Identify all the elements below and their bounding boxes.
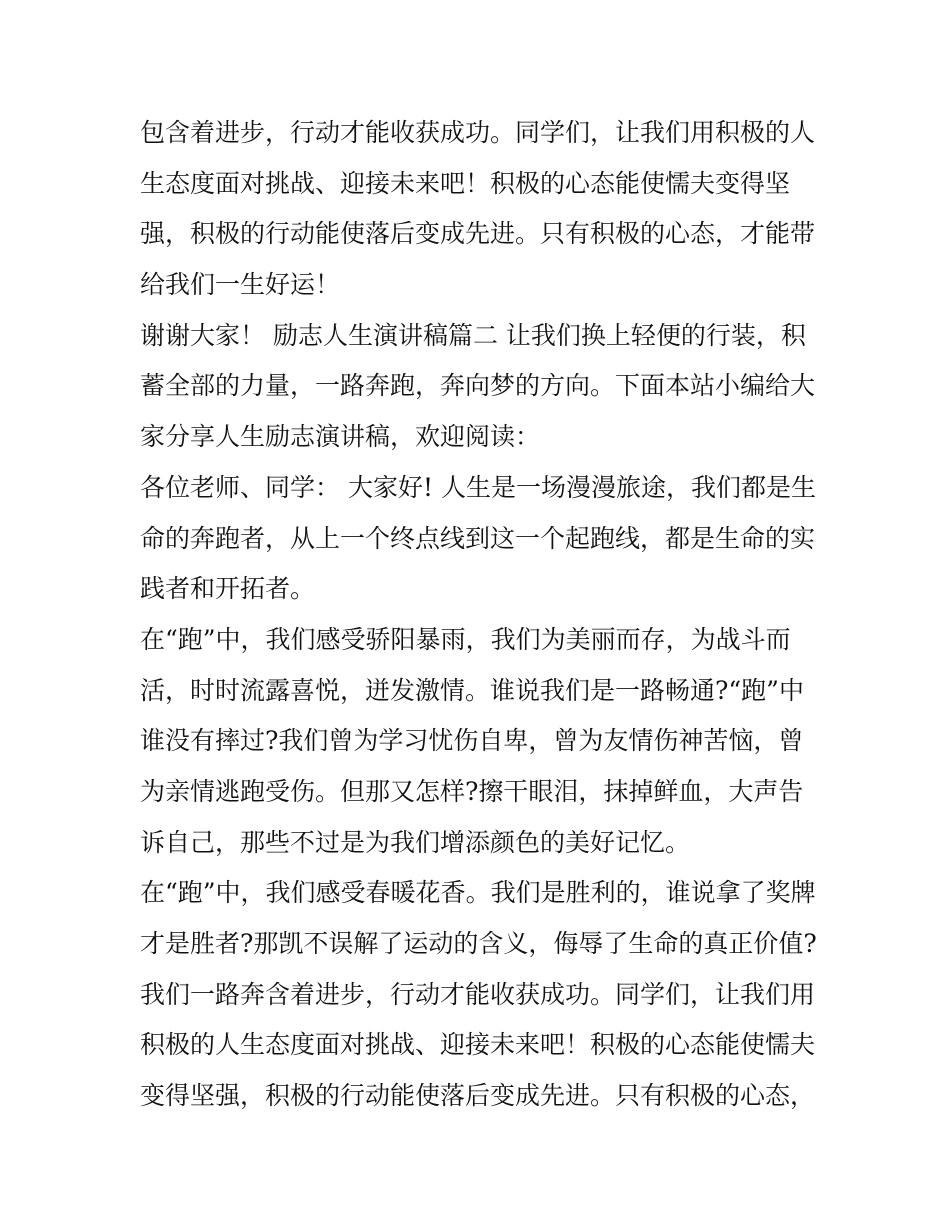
text-line: 在“跑”中，我们感受骄阳暴雨，我们为美丽而存，为战斗而 xyxy=(140,624,791,654)
text-line: 家分享人生励志演讲稿，欢迎阅读： xyxy=(140,422,541,452)
text-line: 命的奔跑者，从上一个终点线到这一个起跑线，都是生命的实 xyxy=(140,523,816,553)
body-text xyxy=(140,108,820,1122)
text-line: 活，时时流露喜悦，迸发激情。谁说我们是一路畅通?“跑”中 xyxy=(140,675,804,705)
text-line: 诉自己，那些不过是为我们增添颜色的美好记忆。 xyxy=(140,827,691,857)
text-line: 谢谢大家！ 励志人生演讲稿篇二 让我们换上轻便的行装，积 xyxy=(140,320,806,350)
text-line: 我们一路奔含着进步，行动才能收获成功。同学们，让我们用 xyxy=(140,979,816,1009)
text-line: 积极的人生态度面对挑战、迎接未来吧！积极的心态能使懦夫 xyxy=(140,1030,816,1060)
text-line: 变得坚强，积极的行动能使落后变成先进。只有积极的心态， xyxy=(140,1081,816,1111)
text-line: 践者和开拓者。 xyxy=(140,574,316,604)
text-line: 在“跑”中，我们感受春暖花香。我们是胜利的，谁说拿了奖牌 xyxy=(140,878,816,908)
text-line: 生态度面对挑战、迎接未来吧！积极的心态能使懦夫变得坚 xyxy=(140,168,791,198)
text-line: 谁没有摔过?我们曾为学习忧伤自卑，曾为友情伤神苦恼，曾 xyxy=(140,726,804,756)
text-line: 才是胜者?那凯不误解了运动的含义，侮辱了生命的真正价值? xyxy=(140,929,817,958)
text-line: 给我们一生好运！ xyxy=(140,270,341,300)
text-line: 各位老师、同学： 大家好! 人生是一场漫漫旅途，我们都是生 xyxy=(140,472,816,502)
text-line: 包含着进步，行动才能收获成功。同学们，让我们用积极的人 xyxy=(140,118,816,147)
text-line: 强，积极的行动能使落后变成先进。只有积极的心态，才能带 xyxy=(140,219,816,249)
text-line: 为亲情逃跑受伤。但那又怎样?擦干眼泪，抹掉鲜血，大声告 xyxy=(140,776,804,806)
text-line: 蓄全部的力量，一路奔跑，奔向梦的方向。下面本站小编给大 xyxy=(140,371,816,401)
